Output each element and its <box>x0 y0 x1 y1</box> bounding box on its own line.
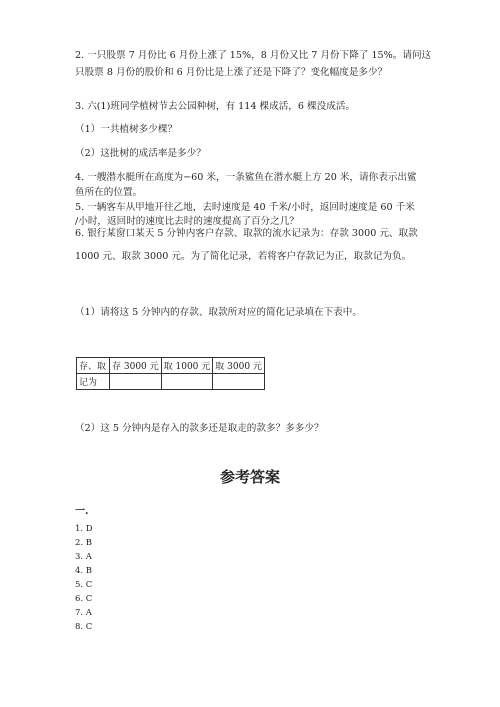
table-cell: 存 3000 元 <box>110 358 162 374</box>
answer-item: 4. B <box>75 566 93 576</box>
answer-item: 6. C <box>75 594 93 604</box>
record-table <box>76 357 265 390</box>
table-cell: 取 1000 元 <box>161 358 213 374</box>
question-6-sub-2: （2）这 5 分钟内是存入的款多还是取走的款多？多多少？ <box>75 423 324 434</box>
question-2-line-1: 2. 一只股票 7 月份比 6 月份上涨了 15%，8 月份又比 7 月份下降了 15%。请问这 <box>75 50 432 61</box>
answer-item: 5. C <box>75 580 93 590</box>
question-6-line-2: 1000 元、取款 3000 元。为了简化记录，若将客户存款记为正，取款记为负。 <box>75 251 412 262</box>
answers-section-label: 一. <box>75 506 89 517</box>
answer-item: 3. A <box>75 552 92 562</box>
answers-title: 参考答案 <box>219 468 280 486</box>
answer-item: 1. D <box>75 524 93 534</box>
table-row <box>77 374 265 390</box>
question-3-sub-1: （1）一共植树多少棵？ <box>75 124 178 135</box>
answer-item: 7. A <box>75 608 92 618</box>
question-6-line-1: 6. 银行某窗口某天 5 分钟内客户存款、取款的流水记录为：存款 3000 元、取款 <box>75 228 418 239</box>
table-cell <box>213 374 265 390</box>
question-3-sub-2: （2）这批树的成活率是多少？ <box>75 148 206 159</box>
table-row <box>77 358 265 374</box>
question-4-line-2: 鱼所在的位置。 <box>75 187 143 198</box>
answer-item: 8. C <box>75 622 93 632</box>
table-cell <box>161 374 213 390</box>
table-cell: 记为 <box>77 374 110 390</box>
answer-item: 2. B <box>75 538 93 548</box>
table-cell: 存、取 <box>77 358 110 374</box>
question-2-line-2: 只股票 8 月份的股价和 6 月份比是上涨了还是下降了？变化幅度是多少？ <box>75 67 388 78</box>
question-4-line-1: 4. 一艘潜水艇所在高度为−60 米，一条鲨鱼在潜水艇上方 20 米，请你表示出鲨 <box>75 172 417 183</box>
question-6-sub-1: （1）请将这 5 分钟内的存款、取款所对应的简化记录填在下表中。 <box>75 307 362 318</box>
question-5-line-1: 5. 一辆客车从甲地开往乙地，去时速度是 40 千米/小时，返回时速度是 60 千米 <box>75 202 415 213</box>
question-3: 3. 六(1)班同学植树节去公园种树，有 114 棵成活，6 棵没成活。 <box>75 101 356 112</box>
question-5-line-2: /小时，返回时的速度比去时的速度提高了百分之几？ <box>75 216 299 227</box>
table-cell <box>110 374 162 390</box>
table-cell: 取 3000 元 <box>213 358 265 374</box>
